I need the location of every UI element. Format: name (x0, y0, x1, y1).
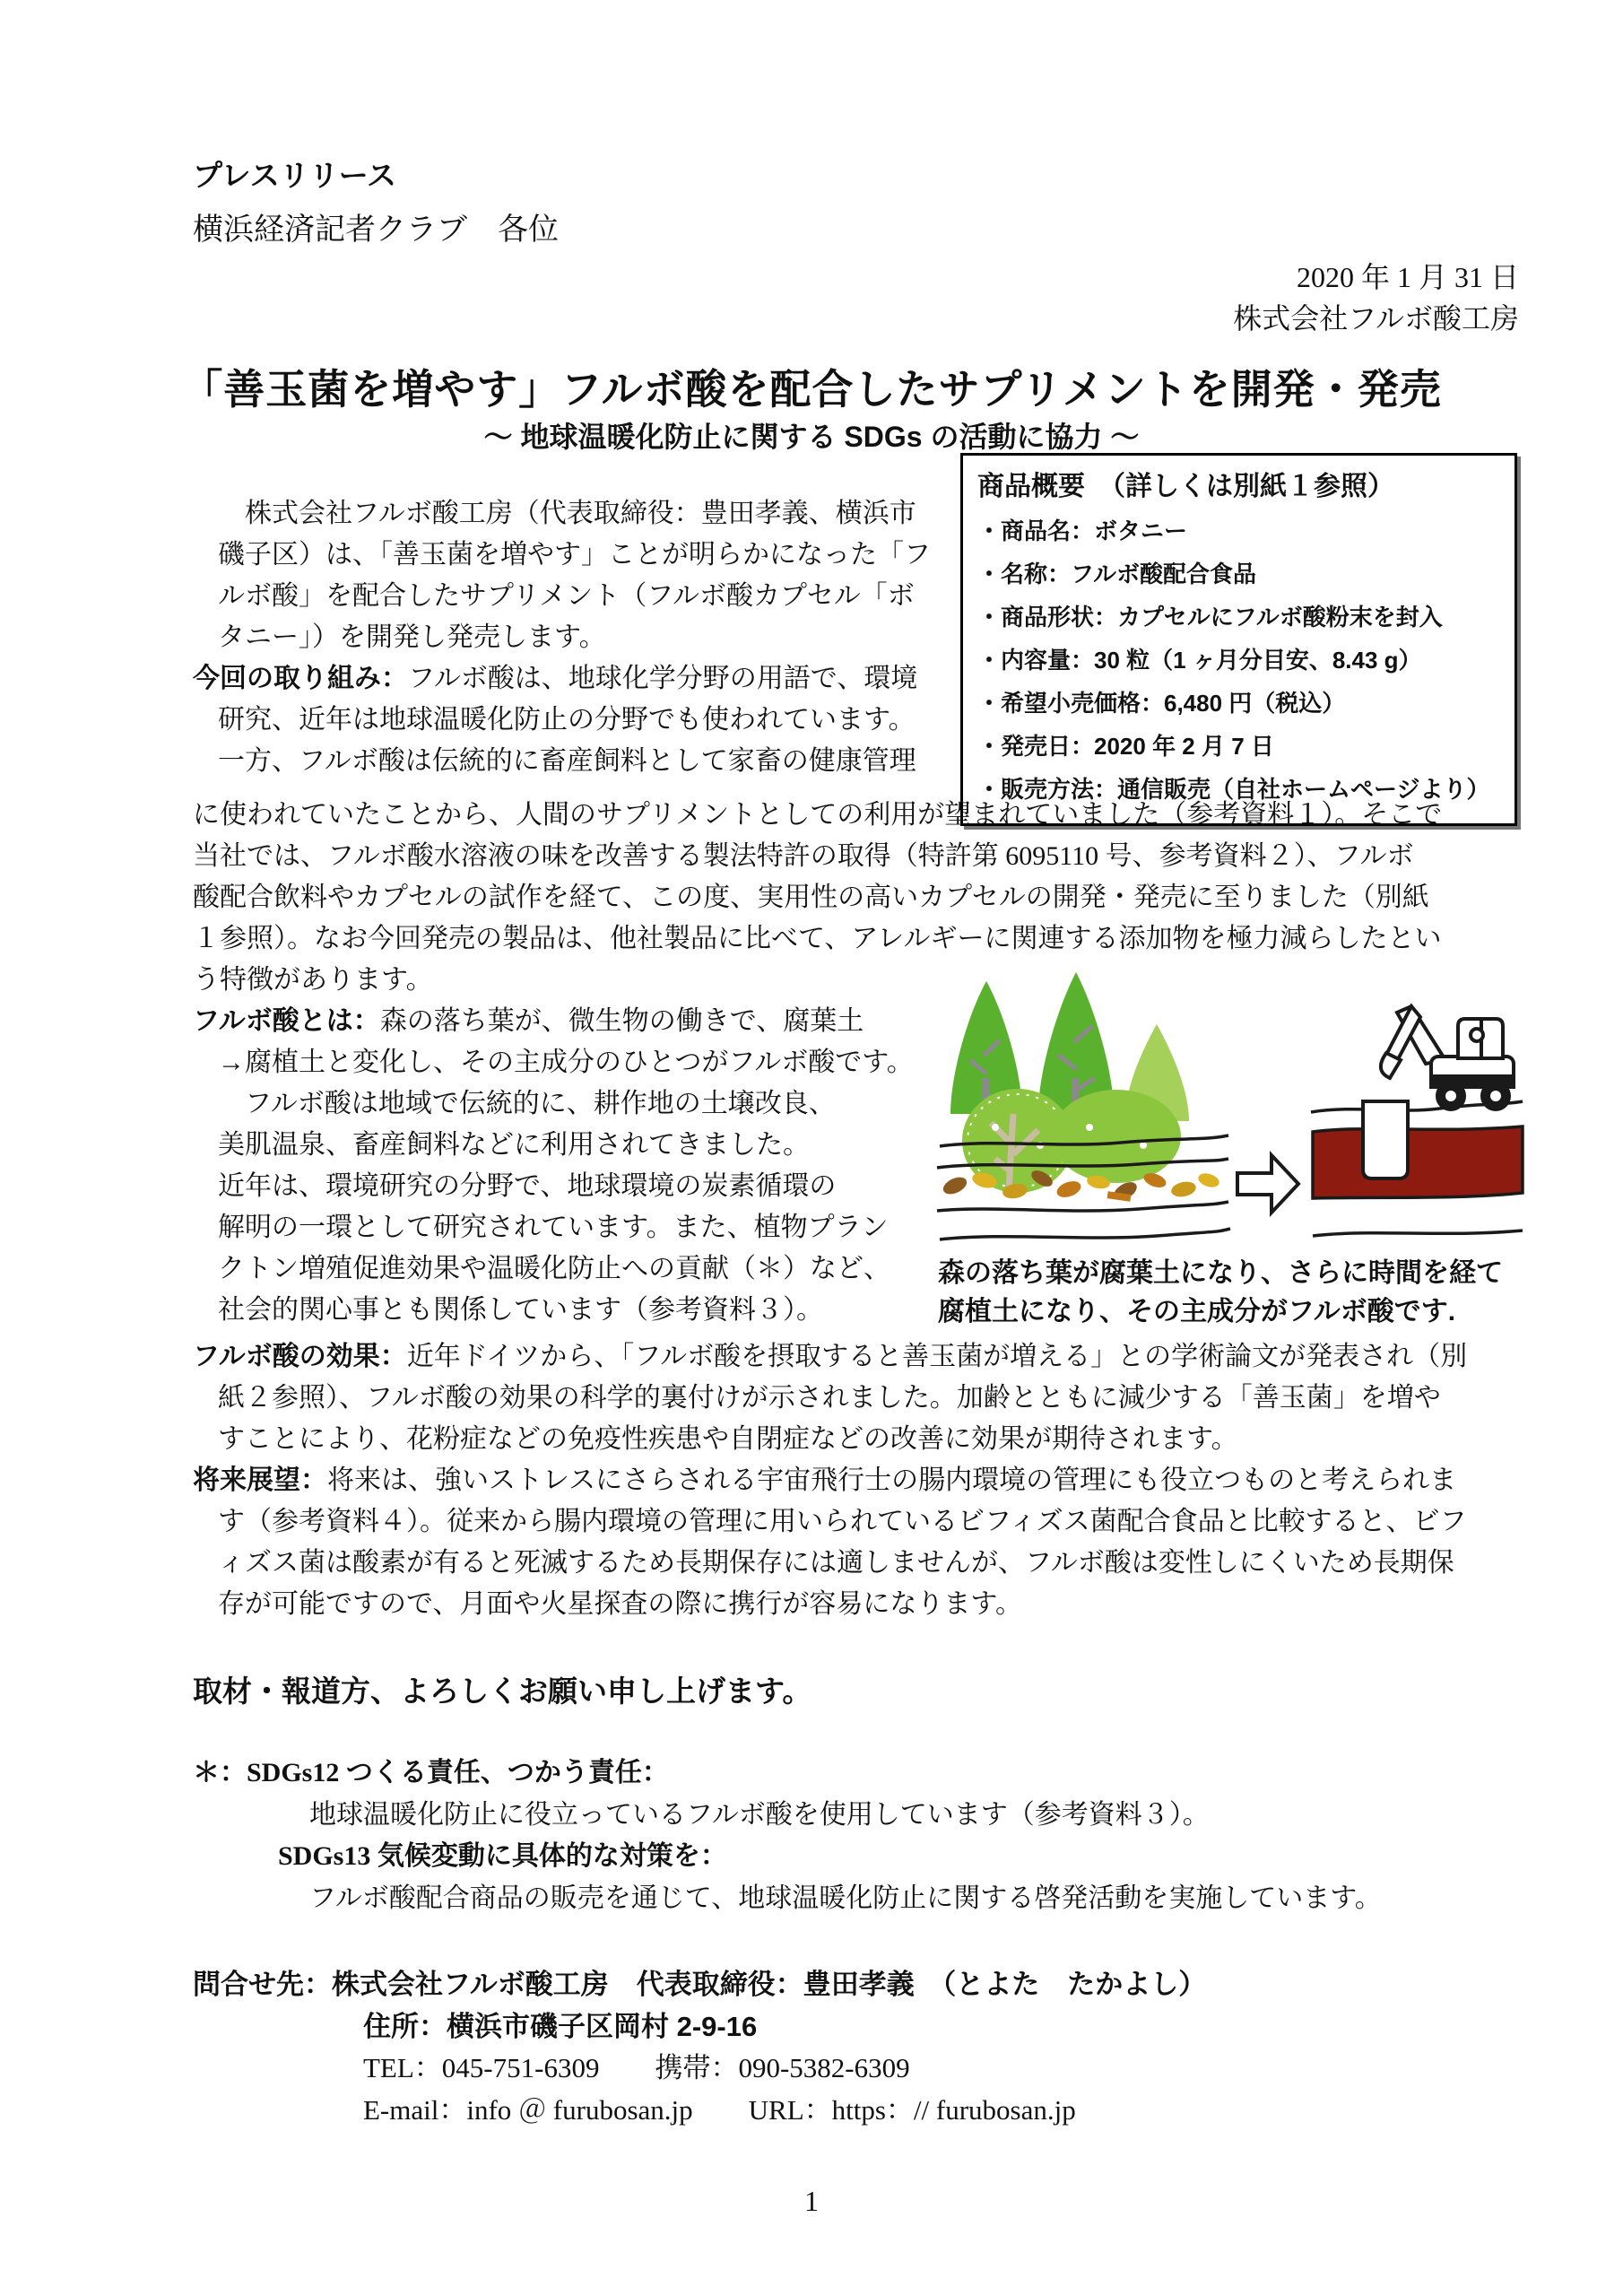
company-name: 株式会社フルボ酸工房 (1233, 302, 1519, 335)
product-item-contents: ・内容量：30 粒（1 ヶ月分目安、8.43 g） (977, 647, 1422, 674)
press-release-label: プレスリリース (193, 159, 397, 192)
text-line: →腐植土と変化し、その主成分のひとつがフルボ酸です。 (218, 1048, 914, 1077)
intro-paragraph (193, 493, 964, 782)
product-box-title: 商品概要 （詳しくは別紙１参照） (977, 472, 1394, 501)
leaf-icon (1170, 1179, 1198, 1198)
text-line: 解明の一環として研究されています。また、植物プラン (218, 1213, 889, 1242)
text-line: 近年は、環境研究の分野で、地球環境の炭素循環の (218, 1171, 837, 1201)
product-item-price: ・希望小売価格：6,480 円（税込） (977, 690, 1346, 717)
text-line: 当社では、フルボ酸水溶液の味を改善する製法特許の取得（特許第 6095110 号、参考資料２）、フルボ (193, 841, 1414, 871)
figure-caption-line: 森の落ち葉が腐葉土になり、さらに時間を経て (938, 1258, 1503, 1288)
closing-request: 取材・報道方、よろしくお願い申し上げます。 (193, 1674, 812, 1708)
text-line: 磯子区）は、「善玉菌を増やす」ことが明らかになった「フ (218, 540, 931, 570)
text-line: すことにより、花粉症などの免疫性疾患や自閉症などの改善に効果が期待されます。 (218, 1424, 1238, 1454)
product-item-name: ・商品名：ボタニー (977, 517, 1188, 544)
main-title: 「善玉菌を増やす」フルボ酸を配合したサプリメントを開発・発売 (181, 366, 1442, 413)
product-summary-box (960, 453, 1517, 826)
text-line: 将来展望：将来は、強いストレスにさらされる宇宙飛行士の腸内環境の管理にも役立つものと考えられま (193, 1465, 1457, 1495)
contact-phone-line: TEL：045-751-6309 携帯：090-5382-6309 (363, 2052, 910, 2083)
sdgs12-prefix: ＊：SDGs12 (193, 1758, 346, 1787)
humus-excavation (1311, 1006, 1523, 1236)
forest-to-humus-illustration (933, 970, 1529, 1250)
text-line: 社会的関心事とも関係しています（参考資料３）。 (218, 1295, 823, 1325)
section-label-future: 将来展望： (193, 1465, 327, 1495)
figure-caption (933, 1254, 1529, 1331)
about-fulvic-paragraph (193, 1001, 950, 1331)
dug-trench (1363, 1101, 1408, 1178)
product-item-form: ・商品形状：カプセルにフルボ酸粉末を封入 (977, 604, 1443, 631)
sdgs13-heading (193, 1836, 1538, 1878)
text-line: 研究、近年は地球温暖化防止の分野でも使われています。 (218, 705, 916, 735)
text-line: う特徴があります。 (193, 965, 433, 995)
text-line: クトン増殖促進効果や温暖化防止への貢献（＊）など、 (218, 1254, 890, 1283)
text-line: 美肌温泉、畜産飼料などに利用されてきました。 (218, 1130, 810, 1160)
section-label-effect: フルボ酸の効果： (193, 1342, 407, 1371)
sdgs-notes (193, 1752, 1538, 1919)
sdgs13-text: フルボ酸配合商品の販売を通じて、地球温暖化防止に関する啓発活動を実施しています。 (309, 1883, 1382, 1913)
sdgs12-heading (193, 1752, 1538, 1795)
product-item-release-date: ・発売日：2020 年 2 月 7 日 (977, 733, 1274, 760)
contact-block (193, 1964, 1538, 2131)
product-item-category: ・名称：フルボ酸配合食品 (977, 561, 1256, 587)
text-line: 今回の取り組み：フルボ酸は、地球化学分野の用語で、環境 (193, 664, 918, 693)
contact-company-line: 問合せ先：株式会社フルボ酸工房 代表取締役：豊田孝義 （とよた たかよし） (193, 1969, 1207, 2000)
text-line: 紙２参照）、フルボ酸の効果の科学的裏付けが示されました。加齢とともに減少する「善玉菌」を増や (218, 1383, 1441, 1413)
text-line: 株式会社フルボ酸工房（代表取締役：豊田孝義、横浜市 (218, 499, 916, 528)
page-number: 1 (804, 2185, 819, 2217)
text-line: 酸配合飲料やカプセルの試作を経て、この度、実用性の高いカプセルの開発・発売に至りました（別紙 (193, 883, 1429, 912)
text-line: フルボ酸は地域で伝統的に、耕作地の土壌改良、 (218, 1089, 836, 1118)
tree-fruit-dot (1140, 1142, 1147, 1149)
text-line: 一方、フルボ酸は伝統的に畜産飼料として家畜の健康管理 (218, 746, 916, 776)
text-line: タニー」）を開発し発売します。 (218, 622, 606, 652)
figure-caption-line: 腐植土になり、その主成分がフルボ酸です. (938, 1297, 1456, 1326)
tree-fruit-dot (992, 1124, 999, 1131)
effect-future-paragraphs (193, 1336, 1538, 1625)
subtitle: ～ 地球温暖化防止に関する SDGs の活動に協力 ～ (483, 421, 1140, 453)
leaf-icon (1055, 1178, 1083, 1201)
text-line: フルボ酸とは：森の落ち葉が、微生物の働きで、腐葉土 (193, 1006, 864, 1036)
sdgs12-text: 地球温暖化防止に役立っているフルボ酸を使用しています（参考資料３）。 (309, 1799, 1210, 1830)
transform-arrow-icon (1237, 1155, 1298, 1213)
text-line: フルボ酸の効果：近年ドイツから、「フルボ酸を摂取すると善玉菌が増える」との学術論文が発表され（別 (193, 1342, 1468, 1371)
section-label-about: フルボ酸とは： (193, 1006, 380, 1036)
date-block (1233, 257, 1519, 339)
soil-bottom-line (1313, 1231, 1523, 1236)
release-date: 2020 年 1 月 31 日 (1296, 261, 1519, 293)
product-item-sales-method: ・販売方法：通信販売（自社ホームページより） (977, 776, 1490, 803)
leaf-icon (1196, 1171, 1220, 1190)
humus-layer (1313, 1126, 1523, 1198)
addressee: 横浜経済記者クラブ 各位 (193, 213, 559, 247)
contact-email-line: E-mail：info ＠ furubosan.jp URL：https：// furubosan.jp (363, 2093, 1076, 2126)
forest-trees (950, 972, 1189, 1193)
section-label-torikumi: 今回の取り組み： (193, 664, 408, 693)
contact-address-line: 住所：横浜市磯子区岡村 2-9-16 (363, 2010, 758, 2042)
text-line: に使われていたことから、人間のサプリメントとしての利用が望まれていました（参考資料１）。そこで (193, 800, 1443, 830)
humus-formation-figure (933, 970, 1529, 1331)
text-line: ルボ酸」を配合したサプリメント（フルボ酸カプセル「ボ (218, 581, 915, 611)
excavator-icon (1381, 1006, 1514, 1109)
text-line: １参照）。なお今回発売の製品は、他社製品に比べて、アレルギーに関連する添加物を極力減らしたとい (193, 924, 1442, 953)
round-tree-icon (1052, 1090, 1181, 1183)
leaf-icon (941, 1174, 969, 1197)
sdgs13-label: 気候変動に具体的な対策を： (377, 1841, 727, 1871)
text-line: ィズス菌は酸素が有ると死滅するため長期保存には適しませんが、フルボ酸は変性しにくいため長期保 (218, 1548, 1454, 1578)
text-line: 存が可能ですので、月面や火星探査の際に携行が容易になります。 (218, 1589, 1022, 1619)
tree-fruit-dot (1086, 1124, 1093, 1131)
sdgs13-prefix: SDGs13 (278, 1841, 378, 1871)
text-line: す（参考資料４）。従来から腸内環境の管理に用いられているビフィズス菌配合食品と比較すると、ビフ (218, 1507, 1467, 1536)
sdgs12-label: つくる責任、つかう責任： (345, 1758, 669, 1787)
